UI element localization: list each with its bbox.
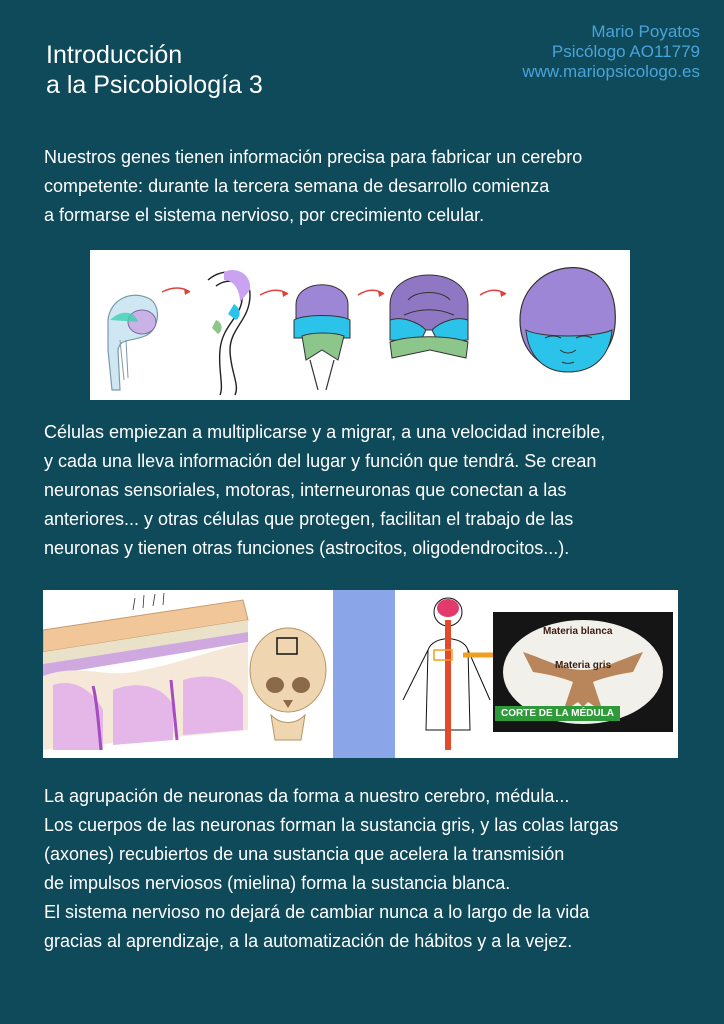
human-nervous-system-illustration: [398, 590, 493, 758]
embryo-stage-1: [108, 295, 157, 390]
text-line: Nuestros genes tienen información precisa para fabricar un cerebro: [44, 147, 583, 167]
brain-development-illustration: [90, 250, 630, 400]
author-block: [522, 22, 700, 82]
author-name: Mario Poyatos: [591, 22, 700, 41]
fetal-head-stage-5: [520, 268, 615, 372]
text-line: a formarse el sistema nervioso, por crecimiento celular.: [44, 205, 485, 225]
title-line-2: a la Psicobiología 3: [46, 71, 263, 99]
text-line: Células empiezan a multiplicarse y a migrar, a una velocidad increíble,: [44, 422, 606, 442]
text-line: Los cuerpos de las neuronas forman la sustancia gris, y las colas largas: [44, 815, 619, 835]
title-line-1: Introducción: [46, 41, 183, 69]
brain-tissue-layers: [43, 593, 248, 750]
author-role: Psicólogo AO11779: [551, 42, 700, 61]
brain-tissue-and-skull-illustration: [43, 590, 333, 758]
skull-icon: [250, 628, 326, 740]
text-line: neuronas y tienen otras funciones (astrocitos, oligodendrocitos...).: [44, 538, 570, 558]
label-white-matter: Materia blanca: [543, 626, 613, 637]
text-line: gracias al aprendizaje, a la automatización de hábitos y a la vejez.: [44, 931, 573, 951]
brain-stage-3: [294, 285, 350, 390]
text-line: neuronas sensoriales, motoras, interneuronas que conectan a las: [44, 480, 567, 500]
text-line: y cada una lleva información del lugar y función que tendrá. Se crean: [44, 451, 597, 471]
page-title: [46, 40, 263, 100]
paragraph-development: [44, 143, 714, 230]
text-line: (axones) recubiertos de una sustancia que acelera la transmisión: [44, 844, 565, 864]
text-line: de impulsos nerviosos (mielina) forma la sustancia blanca.: [44, 873, 511, 893]
divider-band: [333, 590, 395, 758]
text-line: La agrupación de neuronas da forma a nuestro cerebro, médula...: [44, 786, 570, 806]
label-gray-matter: Materia gris: [555, 660, 612, 671]
nervous-system-figure: [43, 590, 678, 758]
paragraph-cells: [44, 418, 714, 563]
brain-stage-4: [390, 275, 468, 358]
text-line: competente: durante la tercera semana de desarrollo comienza: [44, 176, 550, 196]
author-website: www.mariopsicologo.es: [522, 62, 700, 81]
brain-development-figure: [90, 250, 630, 400]
label-spinal-cord-section: CORTE DE LA MÉDULA: [495, 706, 620, 721]
paragraph-neurons: [44, 782, 714, 956]
text-line: El sistema nervioso no dejará de cambiar nunca a lo largo de la vida: [44, 902, 590, 922]
neural-tube-stage-2: [208, 270, 250, 395]
text-line: anteriores... y otras células que protegen, facilitan el trabajo de las: [44, 509, 574, 529]
